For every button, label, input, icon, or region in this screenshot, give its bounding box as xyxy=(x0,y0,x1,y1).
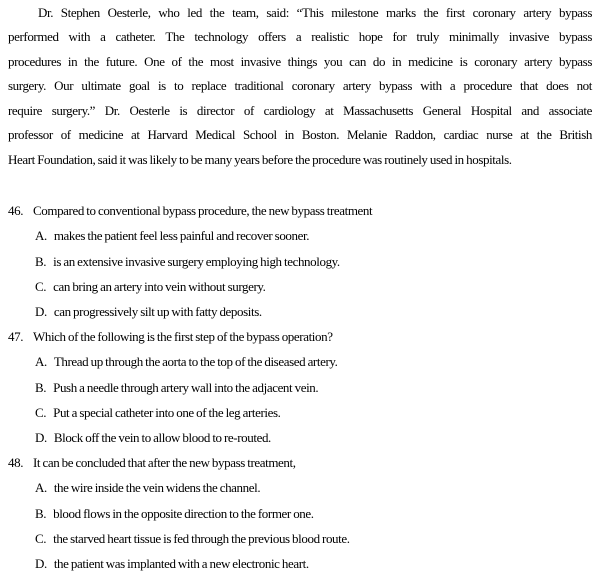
option-row xyxy=(8,475,592,500)
question-stem-row xyxy=(8,450,592,475)
question-stem-row xyxy=(8,198,592,223)
option-text: Put a special catheter into one of the leg arteries. xyxy=(53,404,281,420)
question-stem: Compared to conventional bypass procedure, the new bypass treatment xyxy=(33,203,373,219)
option-text: Block off the vein to allow blood to re-routed. xyxy=(53,430,271,445)
questions-section xyxy=(8,198,592,576)
option-text: the wire inside the vein widens the channel. xyxy=(53,480,261,496)
question-46 xyxy=(8,198,592,324)
question-47 xyxy=(8,324,592,450)
option-text: makes the patient feel less painful and recover sooner. xyxy=(53,228,310,244)
option-row xyxy=(8,425,592,450)
passage-line: require surgery.” Dr. Oesterle is director of cardiology at Massachusetts General Hospital and associate xyxy=(8,102,592,118)
option-row xyxy=(8,249,592,274)
option-label: D. xyxy=(35,556,47,572)
option-row xyxy=(8,299,592,324)
option-label: A. xyxy=(35,480,47,496)
option-text: can progressively silt up with fatty deposits. xyxy=(53,303,262,319)
option-label: B. xyxy=(35,379,47,395)
option-label: B. xyxy=(35,505,47,521)
question-number: 48. xyxy=(8,455,24,471)
option-label: D. xyxy=(35,303,47,319)
option-text: can bring an artery into vein without surgery. xyxy=(53,278,266,294)
option-text: Thread up through the aorta to the top of the diseased artery. xyxy=(53,354,338,370)
passage-line: Heart Foundation, said it was likely to be many years before the procedure was routinely used in hospitals. xyxy=(8,151,512,167)
option-row xyxy=(8,501,592,526)
option-text: the patient was implanted with a new electronic heart. xyxy=(53,556,309,572)
option-row xyxy=(8,223,592,248)
option-label: C. xyxy=(35,278,47,294)
question-stem-row xyxy=(8,324,592,349)
option-label: B. xyxy=(35,253,47,269)
option-row xyxy=(8,526,592,551)
question-stem: Which of the following is the first step of the bypass operation? xyxy=(33,329,333,345)
option-row xyxy=(8,551,592,576)
passage-line: surgery. Our ultimate goal is to replace traditional coronary artery bypass with a procedure that does not xyxy=(8,78,592,94)
reading-passage xyxy=(8,1,592,172)
question-number: 47. xyxy=(8,329,24,345)
passage-line: professor of medicine at Harvard Medical School in Boston. Melanie Raddon, cardiac nurse at the British xyxy=(8,127,592,143)
option-row xyxy=(8,274,592,299)
passage-line: Dr. Stephen Oesterle, who led the team, said: “This milestone marks the first coronary artery bypass xyxy=(38,5,592,20)
option-text: the starved heart tissue is fed through the previous blood route. xyxy=(53,530,350,546)
option-label: D. xyxy=(35,430,47,445)
question-number: 46. xyxy=(8,203,24,219)
option-row xyxy=(8,400,592,425)
option-label: A. xyxy=(35,228,47,244)
option-row xyxy=(8,375,592,400)
passage-line: procedures in the future. One of the most invasive things you can do in medicine is coronary artery bypass xyxy=(8,53,592,69)
question-48 xyxy=(8,450,592,576)
option-label: A. xyxy=(35,354,47,370)
option-text: is an extensive invasive surgery employing high technology. xyxy=(53,253,340,269)
option-row xyxy=(8,349,592,374)
option-label: C. xyxy=(35,404,47,420)
passage-line: performed with a catheter. The technology offers a realistic hope for truly minimally invasive bypass xyxy=(8,29,592,45)
option-text: Push a needle through artery wall into the adjacent vein. xyxy=(53,379,319,395)
option-label: C. xyxy=(35,530,47,546)
option-text: blood flows in the opposite direction to the former one. xyxy=(53,505,314,521)
question-stem: It can be concluded that after the new bypass treatment, xyxy=(33,455,296,471)
